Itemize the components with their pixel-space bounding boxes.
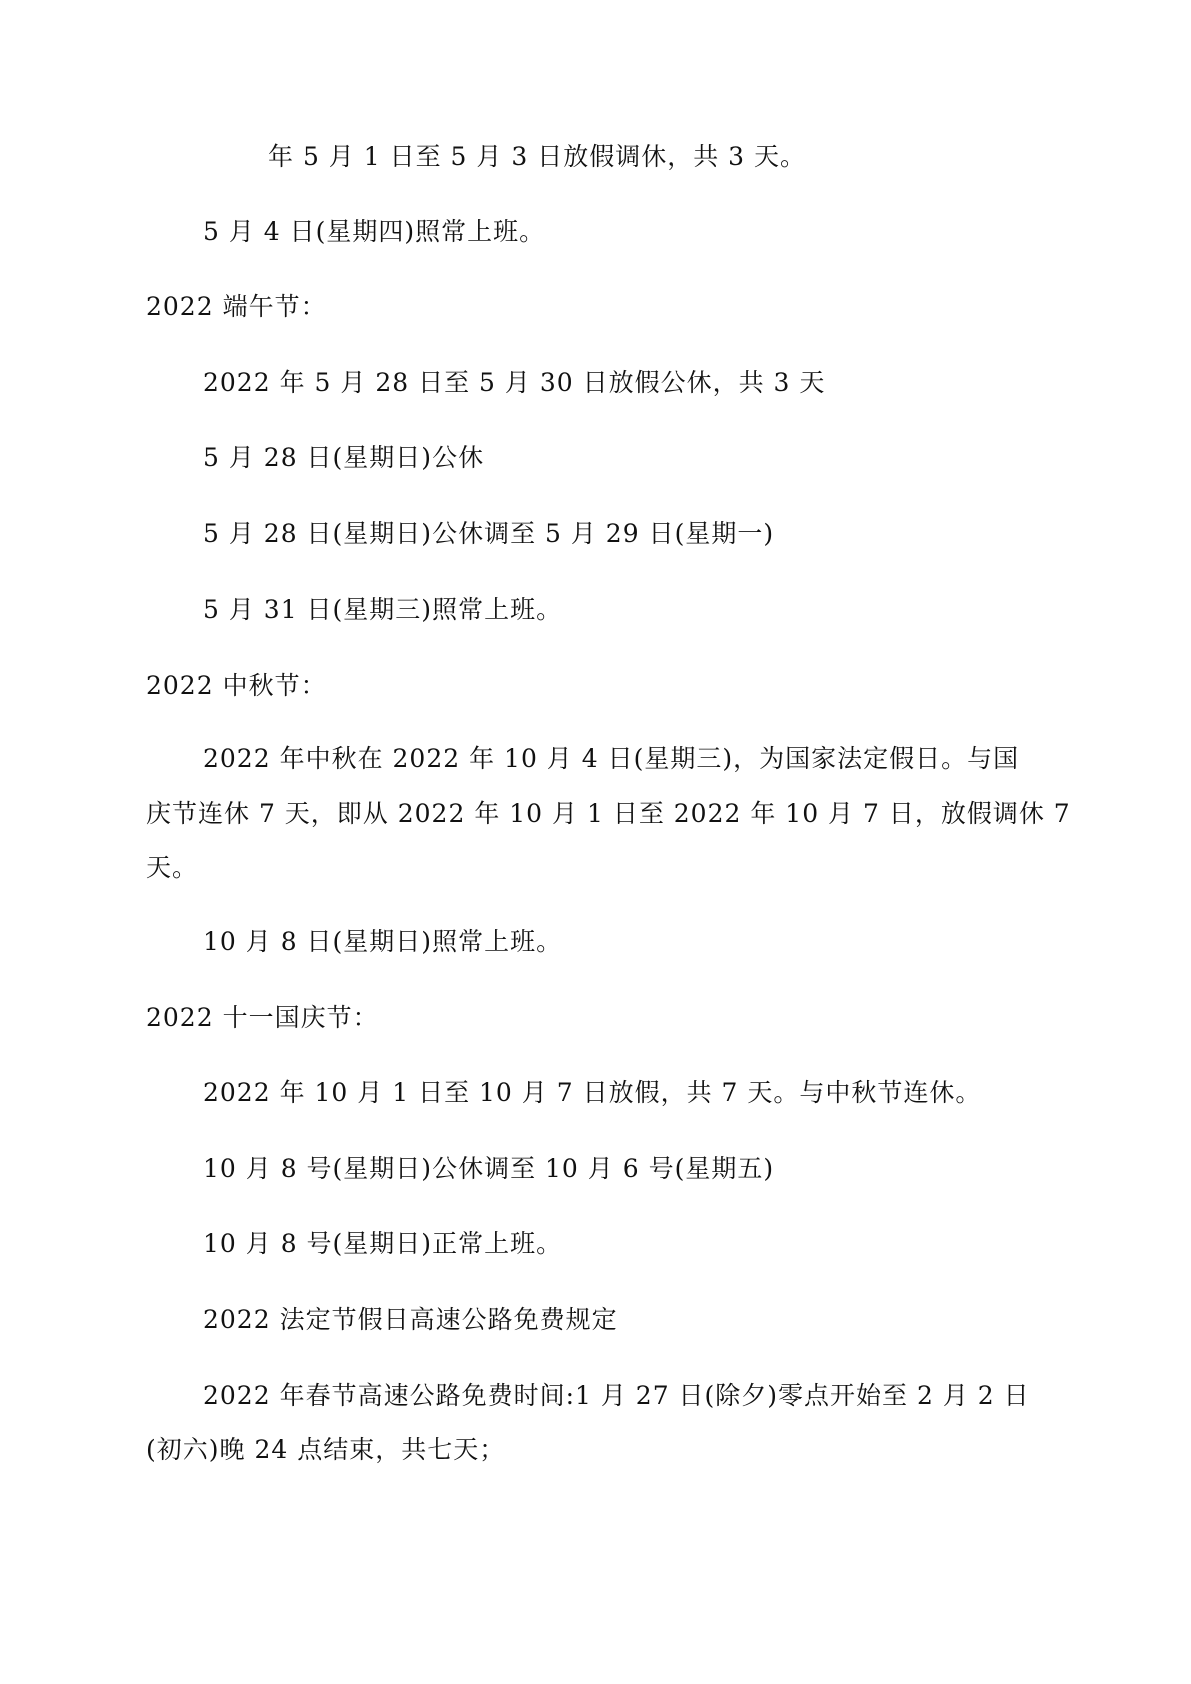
paragraph-line: 10 月 8 号(星期日)正常上班。 xyxy=(203,1229,563,1258)
paragraph-line: 10 月 8 号(星期日)公休调至 10 月 6 号(星期五) xyxy=(203,1154,775,1183)
paragraph-line: (初六)晚 24 点结束，共七天； xyxy=(146,1435,506,1464)
paragraph-line: 5 月 28 日(星期日)公休 xyxy=(203,443,485,472)
paragraph-line: 5 月 31 日(星期三)照常上班。 xyxy=(203,595,563,624)
section-heading: 2022 中秋节： xyxy=(146,671,327,700)
paragraph-line: 2022 年春节高速公路免费时间:1 月 27 日(除夕)零点开始至 2 月 2 日 xyxy=(203,1381,1030,1410)
paragraph-line: 2022 年中秋在 2022 年 10 月 4 日(星期三)，为国家法定假日。与国 xyxy=(203,744,1020,773)
section-heading: 2022 端午节： xyxy=(146,292,327,321)
paragraph-line: 2022 年 10 月 1 日至 10 月 7 日放假，共 7 天。与中秋节连休。 xyxy=(203,1078,982,1107)
paragraph-line: 年 5 月 1 日至 5 月 3 日放假调休，共 3 天。 xyxy=(268,142,806,171)
paragraph-line: 2022 法定节假日高速公路免费规定 xyxy=(203,1305,618,1334)
paragraph-line: 5 月 28 日(星期日)公休调至 5 月 29 日(星期一) xyxy=(203,519,775,548)
paragraph-line: 天。 xyxy=(146,853,199,882)
paragraph-line: 5 月 4 日(星期四)照常上班。 xyxy=(203,217,546,246)
paragraph-line: 10 月 8 日(星期日)照常上班。 xyxy=(203,927,563,956)
section-heading: 2022 十一国庆节： xyxy=(146,1003,379,1032)
paragraph-line: 庆节连休 7 天，即从 2022 年 10 月 1 日至 2022 年 10 月 7 日，放假调休 7 xyxy=(146,799,1071,828)
paragraph-line: 2022 年 5 月 28 日至 5 月 30 日放假公休，共 3 天 xyxy=(203,368,826,397)
